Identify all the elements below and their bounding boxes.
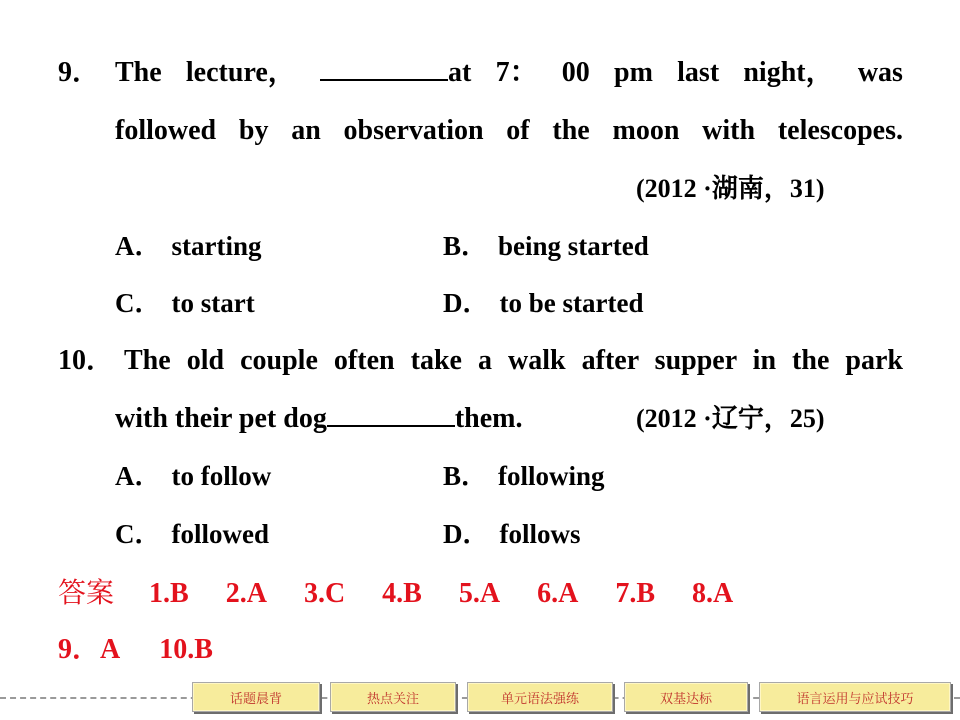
nav-button-basic-practice[interactable]: 双基达标 [624, 682, 748, 712]
question-number-9: 9． [58, 57, 101, 88]
option-text: to start [171, 288, 255, 318]
answer-item: 4.B [382, 578, 422, 609]
option-text: being started [498, 231, 649, 261]
q9-word: lecture， [185, 57, 296, 88]
nav-button-language-skills[interactable]: 语言运用与应试技巧 [759, 682, 951, 712]
q10-text: with their pet dog [115, 403, 327, 434]
q10-line-1: The old couple often take a walk after supper in the park [124, 345, 903, 376]
nav-button-topic-morning-recitation[interactable]: 话题晨背 [192, 682, 320, 712]
q10-option-a[interactable] [115, 458, 271, 494]
answer-label: 答案 [58, 576, 115, 609]
q10-line-2 [115, 401, 522, 437]
option-letter: C． [115, 519, 162, 549]
option-text: followed [171, 519, 269, 549]
answer-item: 7.B [615, 578, 656, 609]
q9-option-a[interactable] [115, 228, 262, 264]
nav-button-unit-grammar[interactable]: 单元语法强练 [467, 682, 613, 712]
option-letter: D． [443, 519, 490, 549]
q10-text: them. [454, 403, 523, 434]
nav-button-hot-topics[interactable]: 热点关注 [330, 682, 456, 712]
option-text: starting [171, 231, 262, 261]
q9-word: last [677, 57, 720, 88]
q9-word: night， [743, 57, 834, 88]
q9-source: (2012 ·湖南，31) [636, 174, 825, 203]
answer-item: 8.A [692, 578, 734, 609]
q9-line-1 [115, 55, 903, 91]
answer-item: 2.A [225, 578, 267, 609]
q10-option-c[interactable] [115, 516, 269, 552]
option-letter: A． [115, 231, 162, 261]
option-letter: A． [115, 461, 162, 491]
answer-item: 3.C [303, 578, 346, 609]
fill-in-blank [320, 55, 448, 81]
option-text: follows [499, 519, 581, 549]
q9-option-c[interactable] [115, 285, 255, 321]
answer-item: 6.A [537, 578, 579, 609]
answer-item: 9．A [58, 634, 121, 665]
option-letter: B． [443, 461, 489, 491]
q9-line-2: followed by an observation of the moon with telescopes. [115, 115, 903, 146]
q9-word: at [448, 57, 472, 88]
q9-word: was [857, 57, 903, 88]
q9-word: The [115, 57, 162, 88]
q9-option-b[interactable] [443, 228, 649, 264]
q9-word: 00 [561, 57, 590, 88]
q10-source: (2012 ·辽宁，25) [636, 404, 825, 433]
q9-word: pm [614, 57, 653, 88]
answer-item: 10.B [159, 634, 213, 665]
option-text: following [498, 461, 605, 491]
option-text: to be started [499, 288, 644, 318]
q10-option-b[interactable] [443, 458, 605, 494]
q9-option-d[interactable] [443, 285, 643, 321]
option-letter: D． [443, 288, 490, 318]
answer-item: 1.B [149, 578, 189, 609]
q9-word: 7： [495, 57, 538, 88]
option-letter: B． [443, 231, 489, 261]
fill-in-blank [327, 401, 455, 427]
question-number-10: 10． [58, 345, 115, 376]
answer-key-row-2 [58, 632, 213, 668]
answer-item: 5.A [458, 578, 501, 609]
answer-key-row-1 [58, 575, 733, 612]
option-letter: C． [115, 288, 162, 318]
option-text: to follow [171, 461, 272, 491]
q9-blank-word [320, 55, 471, 91]
q10-option-d[interactable] [443, 516, 581, 552]
